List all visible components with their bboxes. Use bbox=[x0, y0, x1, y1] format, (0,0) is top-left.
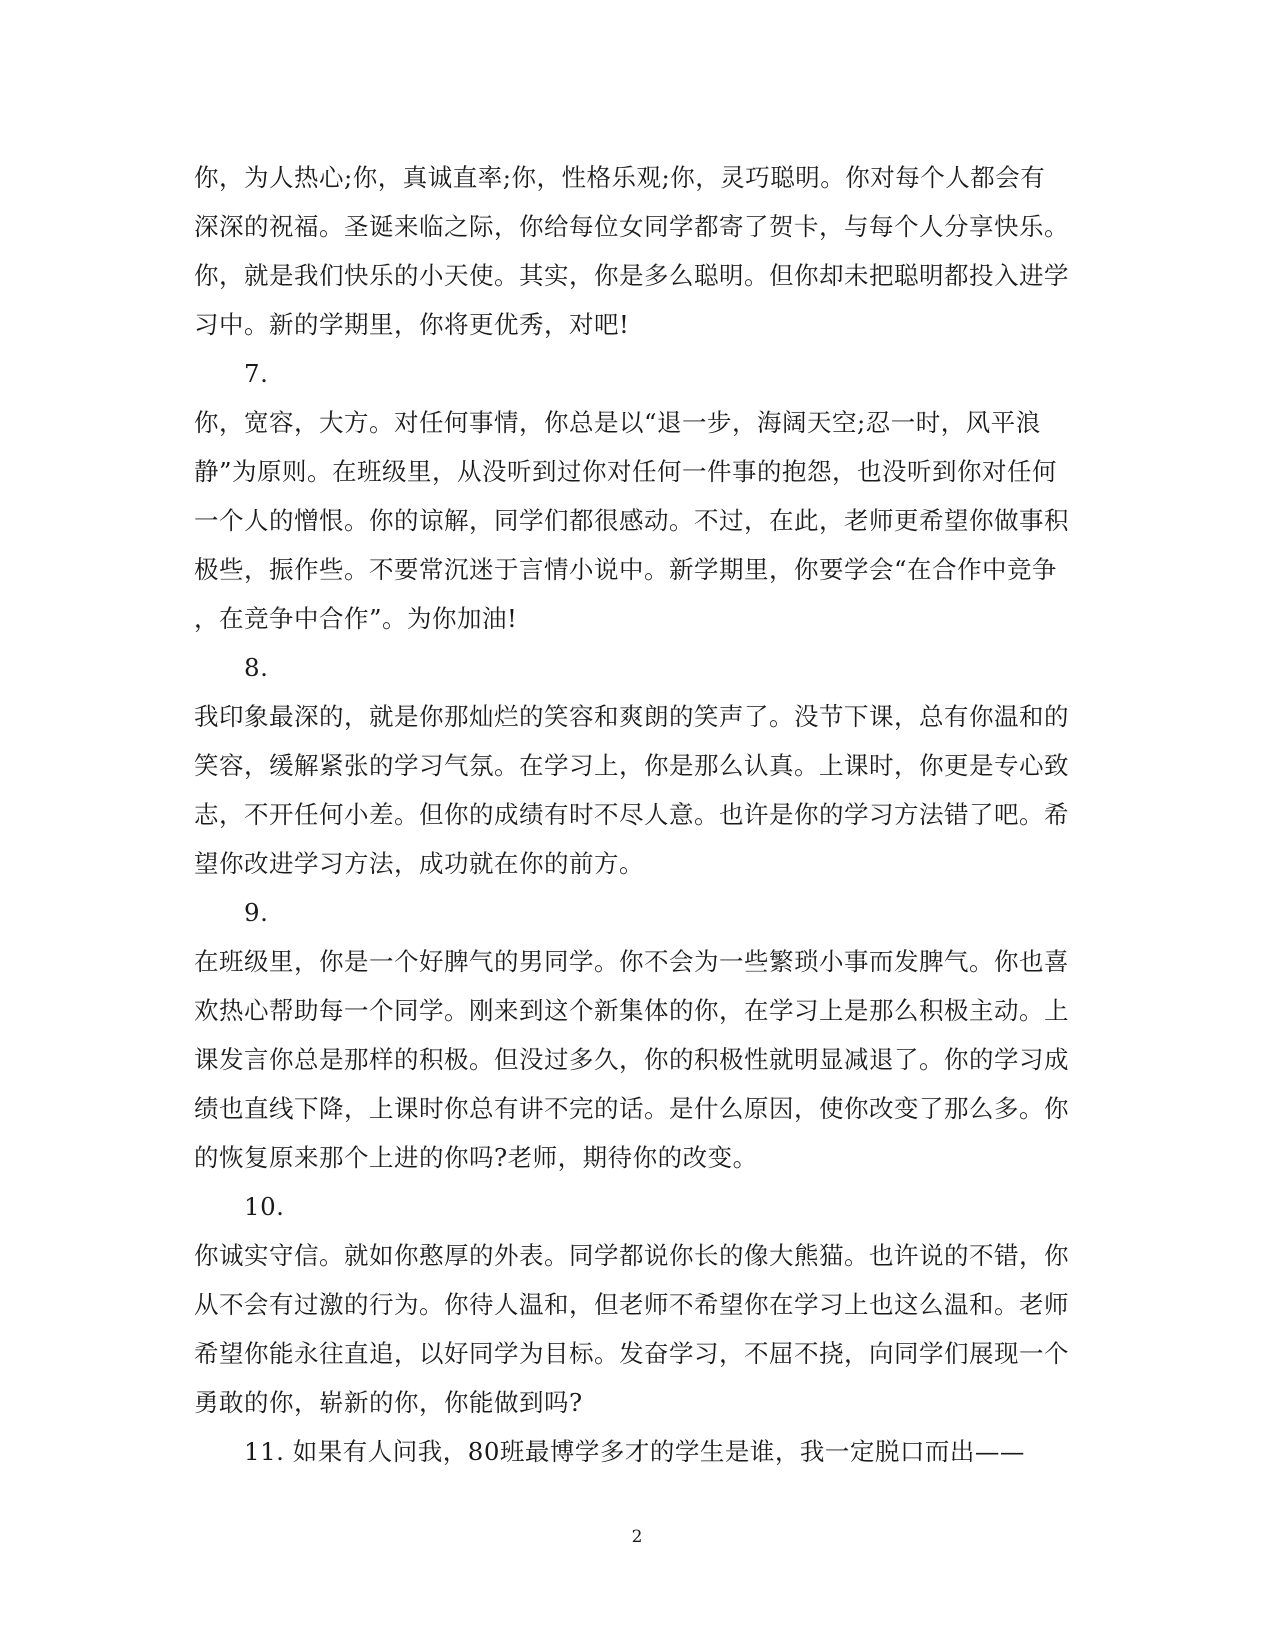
text-line: 志，不开任何小差。但你的成绩有时不尽人意。也许是你的学习方法错了吧。希 bbox=[194, 800, 1069, 829]
item-number-line: 9. bbox=[244, 898, 269, 927]
body-text bbox=[194, 153, 1074, 1476]
text-line: 习中。新的学期里，你将更优秀，对吧! bbox=[194, 310, 630, 339]
text-line: 绩也直线下降，上课时你总有讲不完的话。是什么原因，使你改变了那么多。你 bbox=[194, 1094, 1069, 1123]
text-line: 勇敢的你，崭新的你，你能做到吗? bbox=[194, 1388, 583, 1417]
text-line: 静”为原则。在班级里，从没听到过你对任何一件事的抱怨，也没听到你对任何 bbox=[194, 457, 1058, 486]
text-line: 欢热心帮助每一个同学。刚来到这个新集体的你，在学习上是那么积极主动。上 bbox=[194, 996, 1069, 1025]
text-line: 的恢复原来那个上进的你吗?老师，期待你的改变。 bbox=[194, 1143, 758, 1172]
text-line: 深深的祝福。圣诞来临之际，你给每位女同学都寄了贺卡，与每个人分享快乐。 bbox=[194, 212, 1069, 241]
text-line: 你，宽容，大方。对任何事情，你总是以“退一步，海阔天空;忍一时，风平浪 bbox=[194, 408, 1041, 437]
text-line: 你，为人热心;你，真诚直率;你，性格乐观;你，灵巧聪明。你对每个人都会有 bbox=[194, 163, 1046, 192]
text-line: 你诚实守信。就如你憨厚的外表。同学都说你长的像大熊猫。也许说的不错，你 bbox=[194, 1241, 1069, 1270]
item-number-line: 7. bbox=[244, 359, 269, 388]
text-line: 在班级里，你是一个好脾气的男同学。你不会为一些繁琐小事而发脾气。你也喜 bbox=[194, 947, 1069, 976]
text-line: 课发言你总是那样的积极。但没过多久，你的积极性就明显减退了。你的学习成 bbox=[194, 1045, 1069, 1074]
item-number-line: 8. bbox=[244, 653, 269, 682]
text-line: 从不会有过激的行为。你待人温和，但老师不希望你在学习上也这么温和。老师 bbox=[194, 1290, 1069, 1319]
text-line: 你，就是我们快乐的小天使。其实，你是多么聪明。但你却未把聪明都投入进学 bbox=[194, 261, 1069, 290]
page-number: 2 bbox=[631, 1527, 643, 1547]
item-number-line: 11. 如果有人问我，80班最博学多才的学生是谁，我一定脱口而出—— bbox=[244, 1437, 1025, 1466]
text-line: 极些，振作些。不要常沉迷于言情小说中。新学期里，你要学会“在合作中竞争 bbox=[194, 555, 1058, 584]
text-line: 一个人的憎恨。你的谅解，同学们都很感动。不过，在此，老师更希望你做事积 bbox=[194, 506, 1069, 535]
item-number-line: 10. bbox=[244, 1192, 285, 1221]
text-line: 我印象最深的，就是你那灿烂的笑容和爽朗的笑声了。没节下课，总有你温和的 bbox=[194, 702, 1069, 731]
text-line: 望你改进学习方法，成功就在你的前方。 bbox=[194, 849, 644, 878]
text-line: 希望你能永往直追，以好同学为目标。发奋学习，不屈不挠，向同学们展现一个 bbox=[194, 1339, 1069, 1368]
text-line: ，在竞争中合作”。为你加油! bbox=[194, 604, 518, 633]
text-line: 笑容，缓解紧张的学习气氛。在学习上，你是那么认真。上课时，你更是专心致 bbox=[194, 751, 1069, 780]
